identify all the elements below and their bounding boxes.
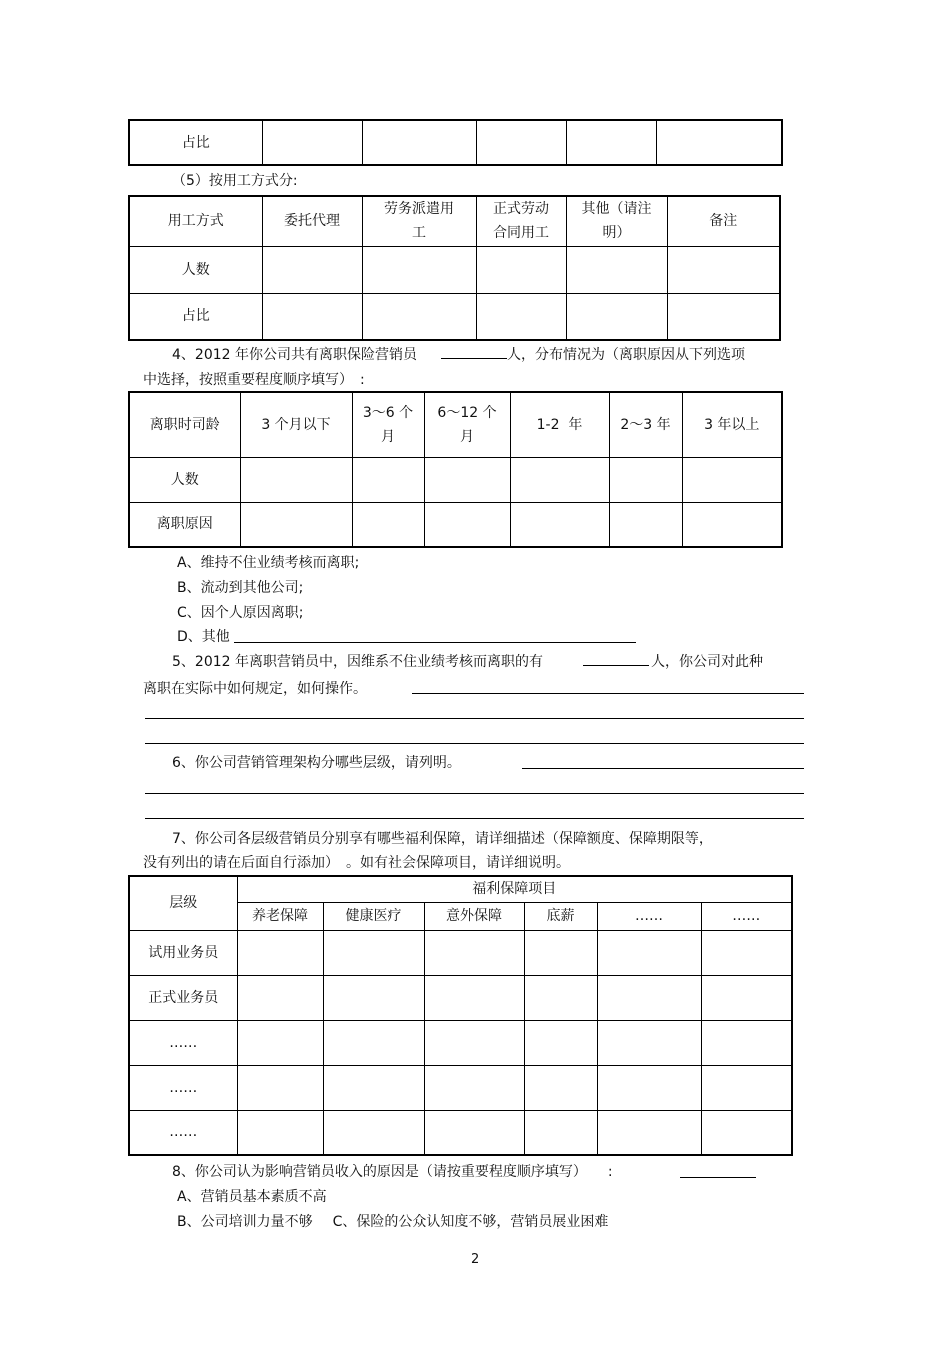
input-cell[interactable] [524,1020,597,1065]
header-cell: 3 个月以下 [240,392,352,457]
question-5-line-2: 离职在实际中如何规定，如何操作。 [143,681,367,697]
input-cell[interactable] [323,1110,424,1155]
table-ratio-top [128,119,783,166]
table-row [129,1110,792,1155]
header-cell: 养老保障 [237,902,323,930]
input-cell[interactable] [566,293,667,340]
page-number: 2 [471,1252,480,1267]
input-cell[interactable] [524,930,597,975]
input-cell[interactable] [323,930,424,975]
question-text: 人，你公司对此种 [651,654,763,670]
row-label: 正式业务员 [129,975,237,1020]
input-cell[interactable] [476,246,566,293]
table-row [129,1065,792,1110]
input-cell[interactable] [240,457,352,502]
answer-line[interactable] [412,693,804,694]
row-label: …… [129,1110,237,1155]
input-cell[interactable] [262,246,362,293]
header-cell: 1-2 年 [510,392,609,457]
input-cell[interactable] [362,293,476,340]
input-cell[interactable] [362,120,476,165]
question-text: 4、2012 年你公司共有离职保险营销员 [172,347,417,363]
input-cell[interactable] [476,293,566,340]
row-label: 人数 [129,457,240,502]
table-row [129,246,780,293]
table-row [129,930,792,975]
input-cell[interactable] [566,246,667,293]
input-cell[interactable] [682,502,782,547]
option-d-blank[interactable] [234,642,636,643]
header-cell: 其他（请注 明） [566,196,667,246]
section-5-label: （5）按用工方式分: [172,173,298,189]
question-7-line-2: 没有列出的请在后面自行添加） 。如有社会保障项目，请详细说明。 [143,855,570,871]
table-header-row [129,876,792,902]
row-label: …… [129,1020,237,1065]
option-b: B、流动到其他公司; [177,580,304,596]
input-cell[interactable] [597,930,701,975]
input-cell[interactable] [510,502,609,547]
option-8-c: C、保险的公众认知度不够，营销员展业困难 [332,1214,609,1230]
input-cell[interactable] [424,975,524,1020]
input-cell[interactable] [667,246,780,293]
question-6: 6、你公司营销管理架构分哪些层级，请列明。 [172,755,461,771]
input-cell[interactable] [524,1065,597,1110]
input-cell[interactable] [424,457,510,502]
table-row [129,975,792,1020]
answer-line[interactable] [145,793,804,794]
input-cell[interactable] [237,1020,323,1065]
input-cell[interactable] [609,502,682,547]
header-cell: 健康医疗 [323,902,424,930]
header-cell: 离职时司龄 [129,392,240,457]
table-welfare-benefits [128,875,793,1156]
question-5-line-1 [172,651,763,671]
input-cell[interactable] [682,457,782,502]
input-cell[interactable] [701,1110,792,1155]
count-blank[interactable] [441,344,507,359]
table-row [129,457,782,502]
answer-line[interactable] [680,1177,756,1178]
question-text: 5、2012 年离职营销员中，因维系不住业绩考核而离职的有 [172,654,543,670]
question-text: 人，分布情况为（离职原因从下列选项 [507,347,745,363]
input-cell[interactable] [352,457,424,502]
header-cell: 劳务派遣用 工 [362,196,476,246]
option-8-bc [177,1211,608,1231]
header-cell: 用工方式 [129,196,262,246]
input-cell[interactable] [597,1065,701,1110]
answer-line[interactable] [145,718,804,719]
input-cell[interactable] [352,502,424,547]
header-cell: …… [701,902,792,930]
input-cell[interactable] [240,502,352,547]
input-cell[interactable] [323,1020,424,1065]
answer-line[interactable] [522,768,804,769]
input-cell[interactable] [701,975,792,1020]
input-cell[interactable] [424,1065,524,1110]
header-cell: 底薪 [524,902,597,930]
table-employment-type [128,195,781,341]
input-cell[interactable] [323,1065,424,1110]
input-cell[interactable] [609,457,682,502]
header-cell-group: 福利保障项目 [237,876,792,902]
header-cell: 委托代理 [262,196,362,246]
input-cell[interactable] [597,1110,701,1155]
question-8: 8、你公司认为影响营销员收入的原因是（请按重要程度顺序填写） : [172,1164,613,1180]
header-cell: 正式劳动 合同用工 [476,196,566,246]
table-departure-tenure [128,391,783,548]
input-cell[interactable] [237,930,323,975]
row-label: …… [129,1065,237,1110]
table-row [129,293,780,340]
input-cell[interactable] [237,975,323,1020]
header-cell: 3 年以上 [682,392,782,457]
table-row [129,502,782,547]
input-cell[interactable] [424,1020,524,1065]
row-label: 试用业务员 [129,930,237,975]
input-cell[interactable] [701,1065,792,1110]
header-cell: 2～3 年 [609,392,682,457]
table-header-row [129,392,782,457]
input-cell[interactable] [262,293,362,340]
input-cell[interactable] [510,457,609,502]
question-4-line-2: 中选择，按照重要程度顺序填写） : [143,372,365,388]
option-d: D、其他 [177,629,230,645]
table-header-row [129,196,780,246]
option-8-a: A、营销员基本素质不高 [177,1189,327,1205]
header-cell: 意外保障 [424,902,524,930]
header-cell: 6～12 个 月 [424,392,510,457]
header-cell: 备注 [667,196,780,246]
option-c: C、因个人原因离职; [177,605,304,621]
input-cell[interactable] [701,930,792,975]
row-label: 占比 [129,120,262,165]
row-label: 离职原因 [129,502,240,547]
input-cell[interactable] [524,1110,597,1155]
row-label: 人数 [129,246,262,293]
input-cell[interactable] [424,502,510,547]
count-blank[interactable] [583,651,649,666]
input-cell[interactable] [237,1110,323,1155]
answer-line[interactable] [145,743,804,744]
input-cell[interactable] [524,975,597,1020]
table-row [129,1020,792,1065]
input-cell[interactable] [424,1110,524,1155]
input-cell[interactable] [362,246,476,293]
option-a: A、维持不住业绩考核而离职; [177,555,360,571]
input-cell[interactable] [424,930,524,975]
input-cell[interactable] [262,120,362,165]
question-4-line-1 [172,344,745,364]
input-cell[interactable] [237,1065,323,1110]
header-cell: …… [597,902,701,930]
input-cell[interactable] [476,120,566,165]
input-cell[interactable] [566,120,656,165]
row-label: 占比 [129,293,262,340]
question-7-line-1: 7、你公司各层级营销员分别享有哪些福利保障，请详细描述（保障额度、保障期限等， [172,831,713,847]
option-8-b: B、公司培训力量不够 [177,1214,313,1230]
input-cell[interactable] [597,1020,701,1065]
input-cell[interactable] [323,975,424,1020]
input-cell[interactable] [597,975,701,1020]
answer-line[interactable] [145,818,804,819]
input-cell[interactable] [656,120,782,165]
header-cell: 3～6 个 月 [352,392,424,457]
table-row [129,120,782,165]
header-cell-level: 层级 [129,876,237,930]
input-cell[interactable] [701,1020,792,1065]
input-cell[interactable] [667,293,780,340]
